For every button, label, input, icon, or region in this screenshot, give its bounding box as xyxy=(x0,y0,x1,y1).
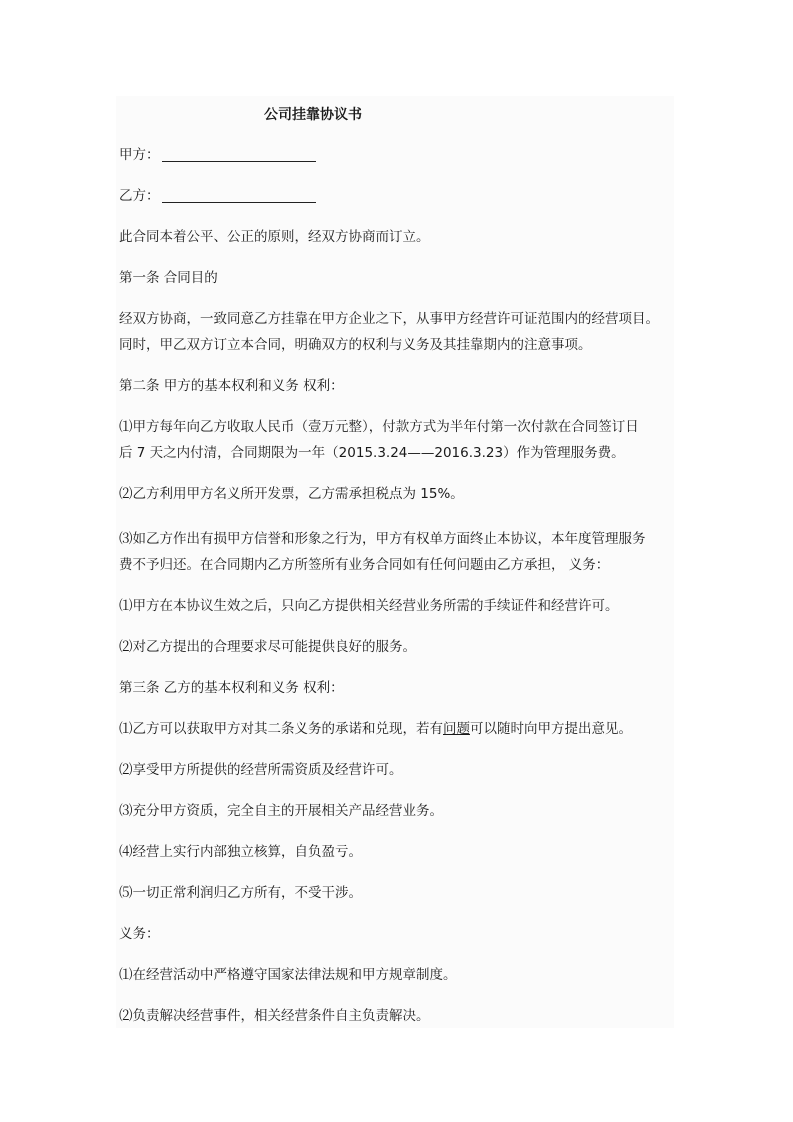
article-2-right-3-line-1: ⑶如乙方作出有损甲方信誉和形象之行为，甲方有权单方面终止本协议，本年度管理服务 xyxy=(119,531,646,547)
article-3-duty-heading: 义务： xyxy=(119,926,160,942)
party-a-row xyxy=(119,143,316,167)
article-3-right-1 xyxy=(119,717,632,741)
article-1-text-line-1: 经双方协商，一致同意乙方挂靠在甲方企业之下，从事甲方经营许可证范围内的经营项目。 xyxy=(119,311,659,327)
article-2-right-1-line-2: 后 7 天之内付清，合同期限为一年（2015.3.24——2016.3.23）作为管理服务费。 xyxy=(119,445,625,461)
article-3-duty-2: ⑵负责解决经营事件，相关经营条件自主负责解决。 xyxy=(119,1008,430,1024)
article-2-duty-2: ⑵对乙方提出的合理要求尽可能提供良好的服务。 xyxy=(119,639,416,655)
article-2-heading: 第二条 甲方的基本权利和义务 权利： xyxy=(119,378,344,394)
party-b-blank-field[interactable] xyxy=(162,187,316,203)
article-3-right-1-text-pre: ⑴乙方可以获取甲方对其二条义务的承诺和兑现，若有 xyxy=(119,721,443,737)
article-2-right-2: ⑵乙方利用甲方名义所开发票，乙方需承担税点为 15%。 xyxy=(119,486,464,502)
article-1-heading: 第一条 合同目的 xyxy=(119,270,218,286)
article-2-duty-1: ⑴甲方在本协议生效之后，只向乙方提供相关经营业务所需的手续证件和经营许可。 xyxy=(119,598,619,614)
intro-paragraph: 此合同本着公平、公正的原则，经双方协商而订立。 xyxy=(119,229,430,245)
article-3-right-2: ⑵享受甲方所提供的经营所需资质及经营许可。 xyxy=(119,762,403,778)
article-1-text-line-2: 同时，甲乙双方订立本合同，明确双方的权利与义务及其挂靠期内的注意事项。 xyxy=(119,337,592,353)
article-3-right-5: ⑸一切正常利润归乙方所有，不受干涉。 xyxy=(119,885,362,901)
party-a-label: 甲方： xyxy=(119,147,160,163)
article-3-right-1-text-post: 可以随时向甲方提出意见。 xyxy=(470,721,632,737)
article-3-right-4: ⑷经营上实行内部独立核算，自负盈亏。 xyxy=(119,844,362,860)
document-title: 公司挂靠协议书 xyxy=(264,107,362,123)
party-b-row xyxy=(119,184,316,208)
article-2-right-3-line-2: 费不予归还。在合同期内乙方所签所有业务合同如有任何问题由乙方承担， 义务： xyxy=(119,557,610,573)
article-3-duty-1: ⑴在经营活动中严格遵守国家法律法规和甲方规章制度。 xyxy=(119,967,457,983)
party-a-blank-field[interactable] xyxy=(162,146,316,162)
article-3-heading: 第三条 乙方的基本权利和义务 权利： xyxy=(119,680,344,696)
article-2-right-1-line-1: ⑴甲方每年向乙方收取人民币（壹万元整），付款方式为半年付第一次付款在合同签订日 xyxy=(119,419,639,435)
article-3-right-3: ⑶充分甲方资质，完全自主的开展相关产品经营业务。 xyxy=(119,803,443,819)
problem-link[interactable]: 问题 xyxy=(443,721,470,737)
party-b-label: 乙方： xyxy=(119,188,160,204)
